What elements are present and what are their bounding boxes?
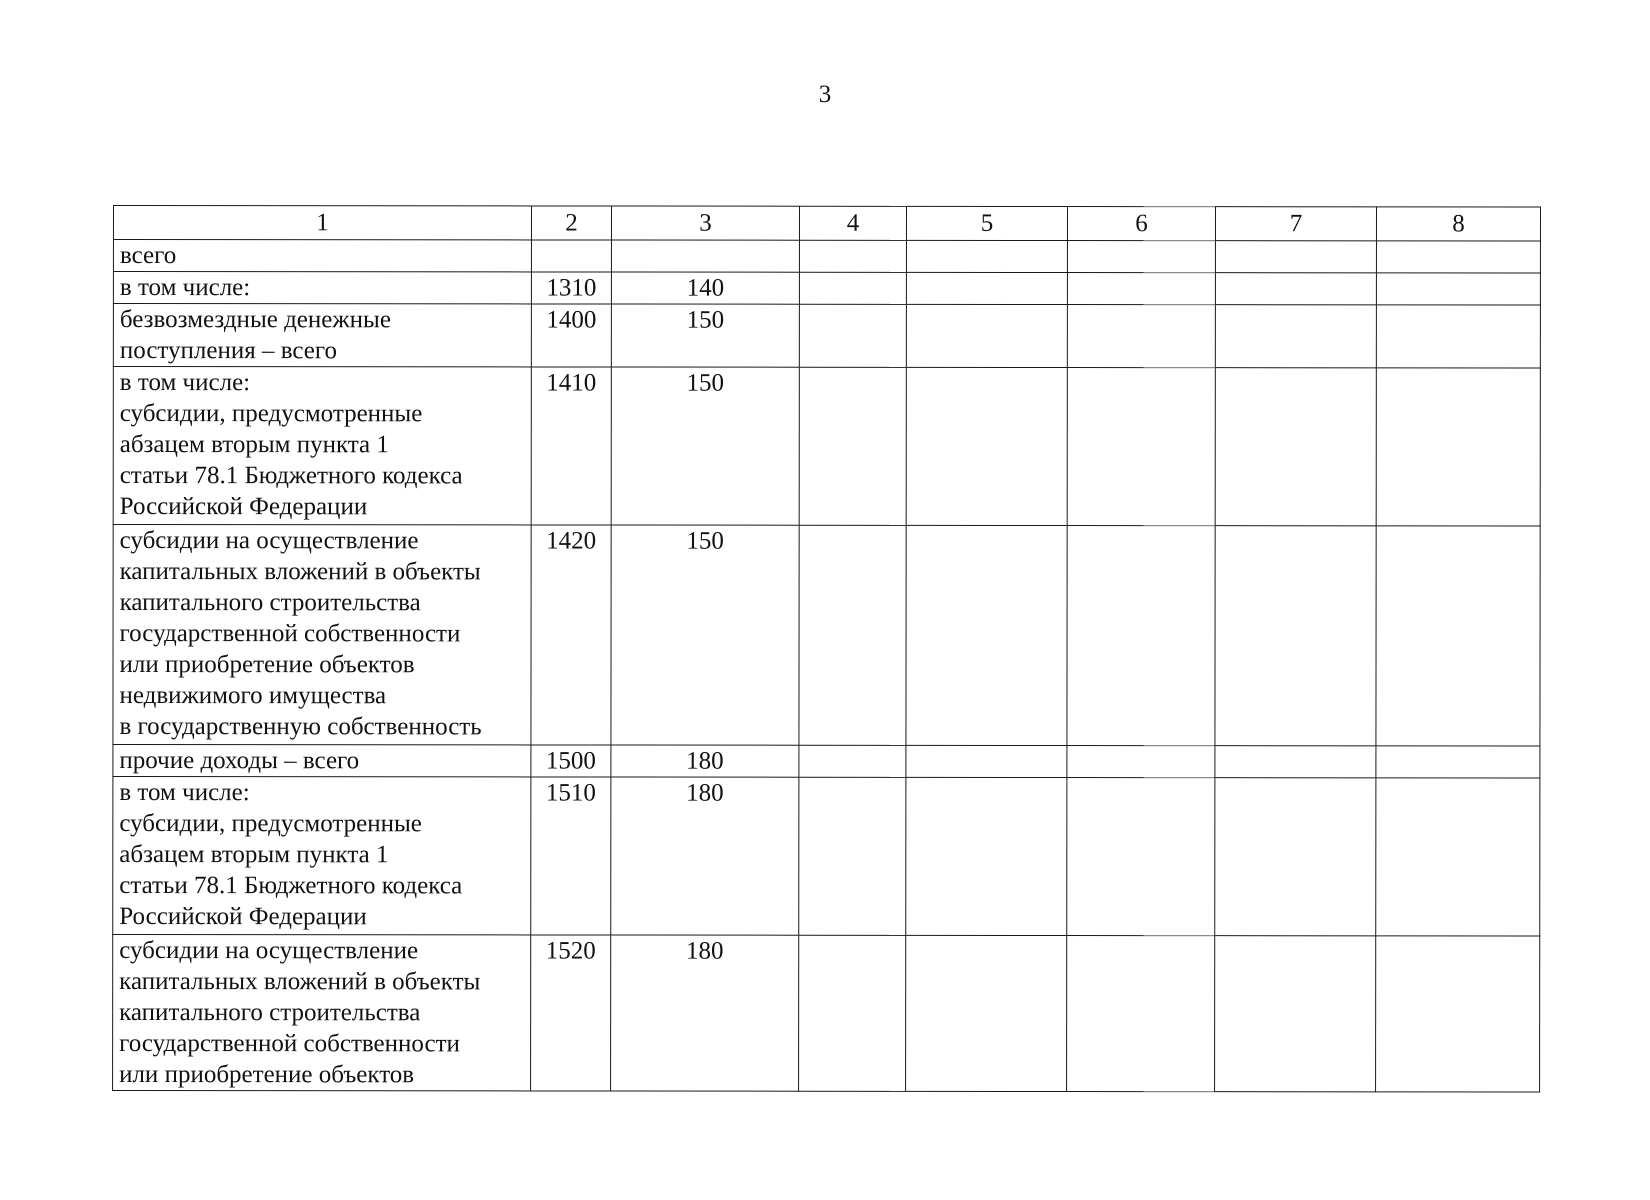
- row-line-code: 1510: [531, 777, 611, 935]
- row-description: субсидии на осуществление капитальных вложений в объекты капитального строительства государственной собственности или приобретение объектов недвижимого имущества в государственную собственность: [113, 525, 531, 745]
- empty-cell: [799, 367, 906, 525]
- empty-cell: [1067, 240, 1215, 272]
- row-description: безвозмездные денежные поступления – всего: [113, 304, 531, 367]
- row-description: в том числе: субсидии, предусмотренные абзацем вторым пункта 1 статьи 78.1 Бюджетного кодекса Российской Федерации: [113, 367, 531, 525]
- empty-cell: [1215, 778, 1376, 936]
- row-line-code: 1520: [531, 935, 611, 1091]
- empty-cell: [1376, 273, 1540, 305]
- row-code: 180: [611, 777, 799, 935]
- row-line-code: 1420: [531, 525, 611, 745]
- table-row: [113, 777, 1540, 936]
- row-line-code: 1500: [531, 745, 611, 777]
- row-line-code: 1400: [531, 304, 611, 367]
- empty-cell: [1215, 273, 1376, 305]
- empty-cell: [799, 272, 906, 304]
- empty-cell: [1215, 936, 1376, 1092]
- empty-cell: [906, 304, 1067, 367]
- column-header: 4: [799, 206, 906, 240]
- table-row: [113, 935, 1540, 1092]
- data-table: [112, 205, 1541, 1092]
- empty-cell: [1067, 525, 1215, 745]
- row-description: прочие доходы – всего: [113, 745, 531, 777]
- column-header: 1: [113, 206, 531, 240]
- row-line-code: 1410: [531, 367, 611, 525]
- empty-cell: [799, 777, 906, 935]
- empty-cell: [799, 525, 906, 745]
- table-row: [113, 304, 1540, 368]
- empty-cell: [906, 935, 1067, 1091]
- column-header: 6: [1067, 206, 1215, 240]
- empty-cell: [1376, 368, 1540, 526]
- empty-cell: [799, 304, 906, 367]
- empty-cell: [799, 935, 906, 1091]
- empty-cell: [906, 745, 1067, 777]
- row-code: 150: [611, 367, 799, 525]
- row-description: в том числе: субсидии, предусмотренные абзацем вторым пункта 1 статьи 78.1 Бюджетного кодекса Российской Федерации: [113, 777, 531, 935]
- column-header: 2: [531, 206, 611, 240]
- empty-cell: [906, 525, 1067, 745]
- table-row: [113, 525, 1540, 746]
- empty-cell: [906, 272, 1067, 304]
- table-row: [113, 240, 1540, 273]
- table-row: [113, 745, 1540, 778]
- empty-cell: [799, 745, 906, 777]
- column-header: 5: [906, 206, 1067, 240]
- row-description: субсидии на осуществление капитальных вложений в объекты капитального строительства государственной собственности или приобретение объектов: [113, 935, 531, 1091]
- empty-cell: [1376, 305, 1540, 368]
- empty-cell: [1376, 526, 1540, 746]
- row-description: в том числе:: [113, 272, 531, 304]
- row-code: 180: [611, 745, 799, 777]
- empty-cell: [1067, 777, 1215, 935]
- table-row: [113, 367, 1540, 526]
- empty-cell: [1215, 746, 1376, 778]
- empty-cell: [1215, 305, 1376, 368]
- column-header: 8: [1376, 207, 1540, 241]
- table-row: [113, 272, 1540, 305]
- empty-cell: [1376, 778, 1540, 936]
- empty-cell: [1215, 526, 1376, 746]
- empty-cell: [906, 367, 1067, 525]
- page-number: 3: [818, 81, 832, 108]
- empty-cell: [1215, 241, 1376, 273]
- row-code: 150: [611, 525, 799, 745]
- empty-cell: [1067, 367, 1215, 525]
- row-line-code: 1310: [531, 272, 611, 304]
- empty-cell: [906, 240, 1067, 272]
- empty-cell: [1067, 745, 1215, 777]
- empty-cell: [1067, 935, 1215, 1091]
- empty-cell: [799, 240, 906, 272]
- empty-cell: [1376, 746, 1540, 778]
- row-line-code: [531, 240, 611, 272]
- empty-cell: [1067, 272, 1215, 304]
- row-code: 180: [611, 935, 799, 1091]
- row-code: 140: [611, 272, 799, 304]
- row-code: [611, 240, 799, 272]
- column-header: 7: [1215, 207, 1376, 241]
- empty-cell: [1215, 368, 1376, 526]
- empty-cell: [1067, 304, 1215, 367]
- empty-cell: [1376, 936, 1540, 1092]
- column-header: 3: [611, 206, 799, 240]
- table-header-row: [113, 206, 1540, 241]
- row-code: 150: [611, 304, 799, 367]
- empty-cell: [1376, 241, 1540, 273]
- empty-cell: [906, 777, 1067, 935]
- row-description: всего: [113, 240, 531, 272]
